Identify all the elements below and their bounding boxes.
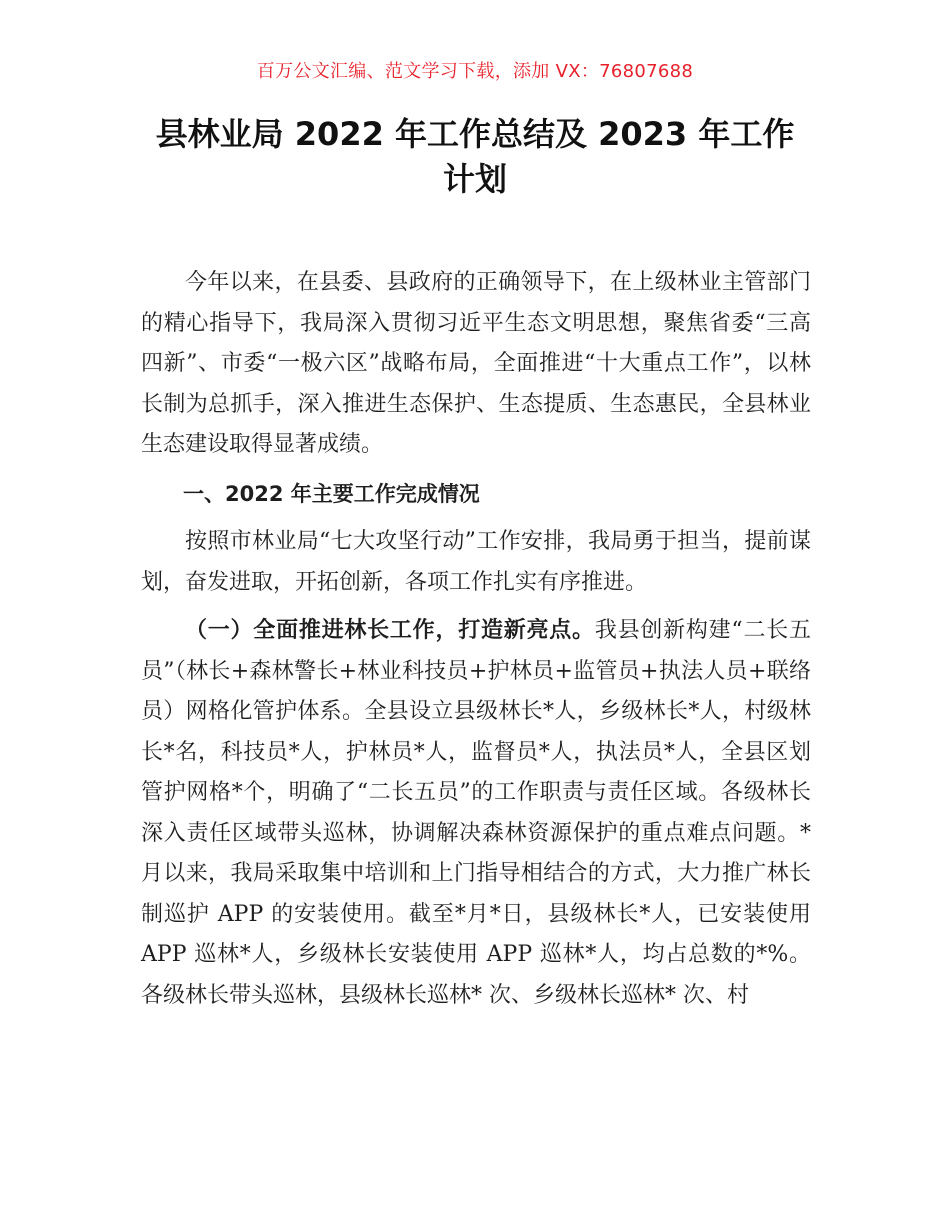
section-heading: 一、2022 年主要工作完成情况 (183, 481, 480, 506)
intro-paragraph: 今年以来，在县委、县政府的正确领导下，在上级林业主管部门的精心指导下，我局深入贯彻习近平生态文明思想，聚焦省委“三高四新”、市委“一极六区”战略布局，全面推进“十大重点工作”，以林长制为总抓手，深入推进生态保护、生态提质、生态惠民，全县林业生态建设取得显著成绩。 (141, 270, 811, 457)
subsection-lead: （一）全面推进林长工作，打造新亮点。 (185, 618, 595, 643)
title-line-1: 县林业局 2022 年工作总结及 2023 年工作 (155, 115, 795, 153)
document-title (120, 112, 830, 202)
watermark-header: 百万公文汇编、范文学习下载，添加 VX：76807688 (256, 61, 694, 82)
subsection-paragraph (141, 611, 811, 1016)
section-paragraph: 按照市林业局“七大攻坚行动”工作安排，我局勇于担当，提前谋划，奋发进取，开拓创新，各项工作扎实有序推进。 (141, 529, 811, 595)
document-body (141, 263, 811, 1016)
title-line-2: 计划 (442, 160, 507, 198)
subsection-text: 我县创新构建“二长五员”（林长+森林警长+林业科技员+护林员+监管员+执法人员+联络员）网格化管护体系。全县设立县级林长*人，乡级林长*人，村级林长*名，科技员*人，护林员*人，监督员*人，执法员*人，全县区划管护网格*个，明确了“二长五员”的工作职责与责任区域。各级林长深入责任区域带头巡林，协调解决森林资源保护的重点难点问题。*月以来，我局采取集中培训和上门指导相结合的方式，大力推广林长制巡护 APP 的安装使用。截至*月*日，县级林长*人，已安装使用 APP 巡林*人，乡级林长安装使用 APP 巡林*人，均占总数的*%。各级林长带头巡林，县级林长巡林* 次、乡级林长巡林* 次、村 (141, 618, 811, 1008)
